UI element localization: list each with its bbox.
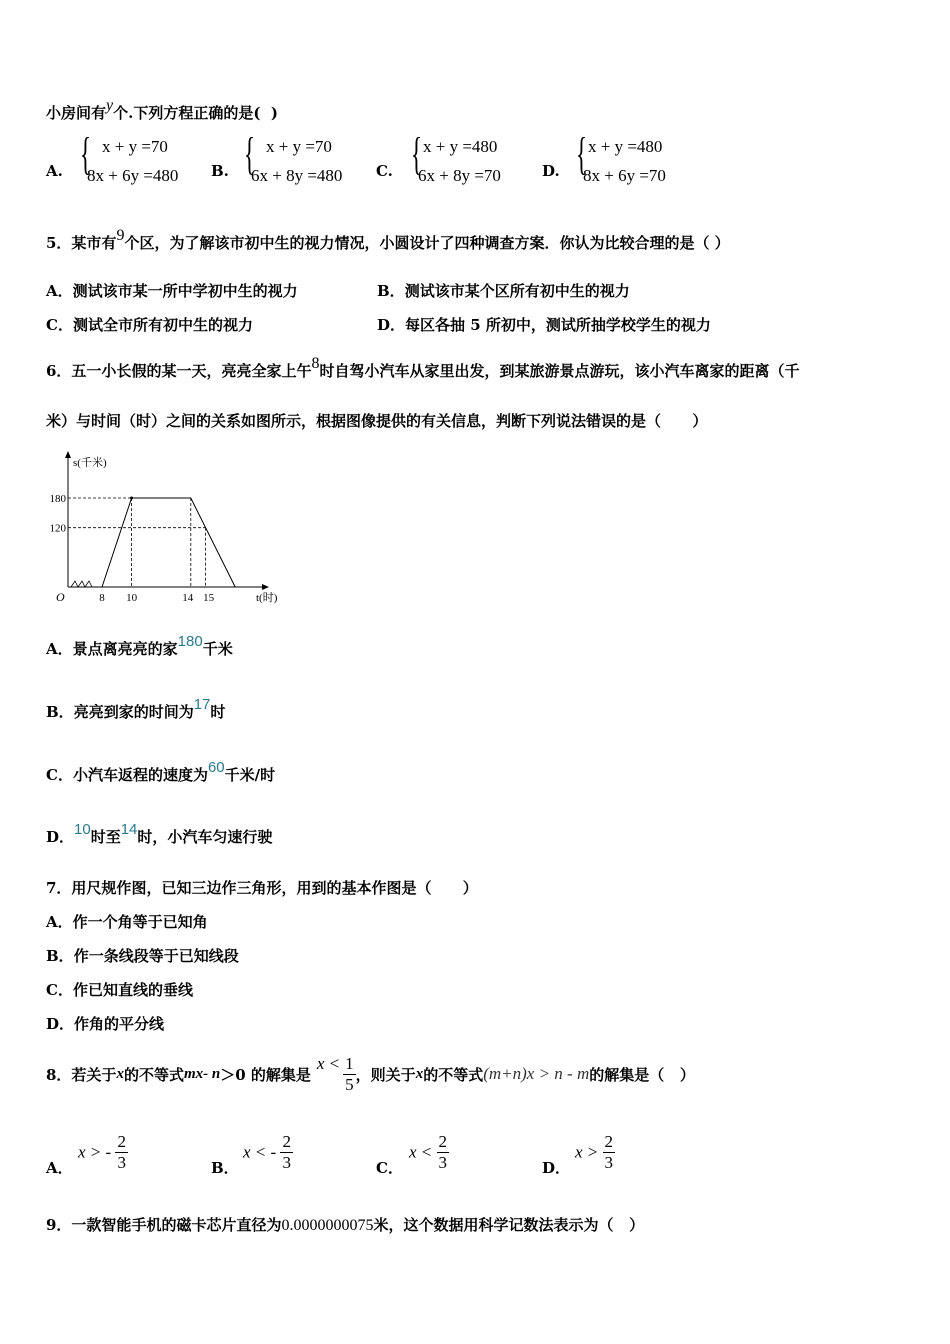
q5-num: 9 — [116, 227, 125, 244]
q9-prefix: 9．一款智能手机的磁卡芯片直径为 — [46, 1216, 282, 1234]
q5-prefix: 5．某市有 — [46, 234, 117, 252]
q5-b-label: B． — [377, 282, 405, 300]
brace-icon: { — [244, 128, 256, 179]
q6-d-num2: 14 — [120, 821, 138, 838]
x-tick-label: 15 — [203, 592, 215, 604]
q5-d-text: 每区各抽 5 所初中，测试所抽学校学生的视力 — [405, 316, 711, 334]
q4-c-eq2: 6x + 8y =70 — [418, 166, 501, 185]
q8-b-fraction — [280, 1132, 293, 1173]
q7-stem: 7．用尺规作图，已知三边作三角形，用到的基本作图是（ ） — [46, 879, 478, 897]
q9-suffix: 米，这个数据用科学记数法表示为（ ） — [373, 1216, 645, 1234]
q6-d-label: D． — [46, 828, 75, 846]
q7-option-a — [46, 911, 208, 932]
q4-d-eq2: 8x + 6y =70 — [583, 166, 666, 185]
x-tick-label: 8 — [99, 592, 105, 604]
q4-option-a-label: A. — [46, 162, 63, 180]
q8-sol-fraction — [343, 1054, 356, 1095]
series-line — [102, 498, 235, 587]
q4-option-c-label: C. — [376, 162, 393, 180]
y-tick-label: 180 — [49, 493, 66, 505]
q8-d-den: 3 — [604, 1153, 614, 1172]
q5-c-text: 测试全市所有初中生的视力 — [72, 316, 253, 334]
q6-stem-line1 — [46, 355, 800, 381]
q8-c-num: 2 — [438, 1132, 448, 1151]
q8-sol-num: 1 — [345, 1053, 354, 1073]
brace-icon: { — [80, 128, 92, 179]
q7-a-text: 作一个角等于已知角 — [72, 913, 208, 931]
q6-c-pre: 小汽车返程的速度为 — [72, 766, 208, 784]
q6-stem-line2: 米）与时间（时）之间的关系如图所示，根据图像提供的有关信息，判断下列说法错误的是（ ） — [46, 412, 708, 430]
q8-sol-den: 5 — [345, 1074, 354, 1094]
q7-d-label: D． — [46, 1015, 75, 1033]
q9-num: 0.0000000075 — [281, 1217, 374, 1234]
q6-option-d — [46, 821, 273, 847]
q8-option-d-ineq — [575, 1132, 615, 1173]
q7-option-d — [46, 1013, 164, 1034]
q8-p6: 的解集是（ ） — [589, 1065, 695, 1084]
axis-break-zigzag — [71, 581, 92, 587]
q8-p4: ，则关于 — [355, 1065, 416, 1084]
q6-l1-suffix: 时自驾小汽车从家里出发，到某旅游景点游玩，该小汽车离家的距离（千 — [319, 362, 800, 380]
q8-x1: x — [116, 1065, 124, 1082]
x-axis-label: t(时) — [256, 592, 278, 604]
q5-a-label: A． — [46, 282, 73, 300]
brace-icon: { — [411, 128, 423, 179]
intro-line — [46, 97, 278, 123]
q6-d-mid: 时至 — [90, 828, 121, 846]
y-axis-arrow — [65, 451, 71, 458]
x-tick-label: 10 — [126, 592, 138, 604]
q4-option-b-system — [244, 128, 374, 192]
q6-b-post: 时 — [210, 703, 226, 721]
q6-option-c — [46, 759, 276, 785]
q5-d-label: D． — [377, 316, 406, 334]
q8-a-num: 2 — [117, 1132, 126, 1151]
q4-b-eq2: 6x + 8y =480 — [251, 166, 343, 185]
q8-c-fraction — [437, 1132, 450, 1173]
q4-a-eq2: 8x + 6y =480 — [87, 166, 179, 185]
q4-c-eq1: x + y =480 — [423, 137, 498, 156]
q6-l1-num: 8 — [311, 355, 320, 372]
q4-b-eq1: x + y =70 — [266, 137, 332, 156]
q8-stem — [46, 1048, 695, 1100]
x-axis-arrow — [262, 584, 269, 590]
q4-a-eq1: x + y =70 — [102, 137, 168, 156]
q8-a-fraction — [115, 1132, 128, 1173]
intro-prefix: 小房间有 — [46, 104, 107, 122]
q5-suffix: 个区，为了解该市初中生的视力情况，小圆设计了四种调查方案．你认为比较合理的是（ ） — [124, 234, 730, 252]
q8-b-den: 3 — [282, 1153, 291, 1172]
intro-suffix: 个.下列方程正确的是( ) — [113, 104, 278, 122]
q8-p3: ＞0 的解集是 — [220, 1065, 311, 1084]
y-axis-label: s(千米) — [73, 457, 107, 469]
q6-d-num: 10 — [74, 821, 91, 838]
q7-option-b — [46, 945, 239, 966]
q7-option-c — [46, 979, 193, 1000]
y-tick-label: 120 — [49, 522, 66, 535]
x-tick-label: 14 — [182, 592, 194, 604]
q8-x2: x — [415, 1065, 424, 1082]
q6-b-pre: 亮亮到家的时间为 — [73, 703, 194, 721]
distance-time-chart — [40, 448, 300, 608]
q6-b-label: B． — [46, 703, 74, 721]
q6-a-post: 千米 — [202, 640, 233, 658]
q5-option-d — [377, 314, 711, 335]
q8-option-a-ineq — [78, 1132, 128, 1173]
q8-d-fraction — [603, 1132, 616, 1173]
q7-a-label: A． — [46, 913, 73, 931]
q6-a-label: A． — [46, 640, 73, 658]
q5-stem — [46, 227, 730, 253]
q8-option-a-label: A． — [46, 1159, 73, 1177]
q7-b-label: B． — [46, 947, 74, 965]
q4-d-eq1: x + y =480 — [588, 137, 663, 156]
q8-expr2: (m+n)x > n - m — [483, 1064, 590, 1083]
q8-option-c-label: C． — [376, 1159, 403, 1177]
q6-l1-prefix: 6．五一小长假的某一天，亮亮全家上午 — [46, 362, 312, 380]
q5-option-c — [46, 314, 253, 335]
q6-b-num: 17 — [193, 696, 211, 713]
origin-label: O — [56, 590, 65, 604]
q8-option-c-ineq — [409, 1132, 449, 1173]
q6-c-label: C． — [46, 766, 73, 784]
q8-c-lhs: x < — [409, 1142, 433, 1162]
q7-c-label: C． — [46, 981, 73, 999]
q8-p1: 8．若关于 — [46, 1065, 117, 1084]
q8-c-den: 3 — [438, 1153, 448, 1172]
q8-d-lhs: x > — [575, 1142, 599, 1162]
q4-option-d-label: D. — [542, 162, 560, 180]
q5-b-text: 测试该市某个区所有初中生的视力 — [404, 282, 630, 300]
q6-d-post: 时，小汽车匀速行驶 — [137, 828, 273, 846]
q8-option-d-label: D． — [542, 1159, 571, 1177]
q8-a-lhs: x > - — [78, 1142, 112, 1162]
q9-stem — [46, 1214, 644, 1235]
q4-option-b-label: B. — [211, 162, 229, 180]
q8-b-num: 2 — [282, 1132, 291, 1151]
q7-c-text: 作已知直线的垂线 — [72, 981, 193, 999]
q6-c-num: 60 — [207, 759, 225, 776]
q6-a-num: 180 — [177, 633, 203, 650]
q8-p2: 的不等式 — [123, 1065, 184, 1084]
q8-option-b-ineq — [243, 1132, 293, 1173]
q5-option-b — [377, 280, 630, 301]
q8-option-b-label: B． — [211, 1159, 239, 1177]
q4-option-c-system — [411, 128, 541, 192]
q8-p5: 的不等式 — [423, 1065, 484, 1084]
q8-expr: mx- n — [183, 1065, 221, 1082]
q5-c-label: C． — [46, 316, 73, 334]
intro-var: y — [106, 97, 114, 114]
q8-d-num: 2 — [604, 1132, 614, 1151]
q4-option-a-system — [80, 128, 210, 192]
q5-option-a — [46, 280, 298, 301]
q8-a-den: 3 — [117, 1153, 126, 1172]
q6-option-a — [46, 633, 233, 659]
q8-b-lhs: x < - — [243, 1142, 277, 1162]
q7-d-text: 作角的平分线 — [74, 1015, 165, 1033]
brace-icon: { — [576, 128, 588, 179]
q5-a-text: 测试该市某一所中学初中生的视力 — [72, 282, 298, 300]
q6-option-b — [46, 696, 226, 722]
q4-option-d-system — [576, 128, 706, 192]
q6-c-post: 千米/时 — [224, 766, 276, 784]
q6-a-pre: 景点离亮亮的家 — [72, 640, 178, 658]
q8-sol-lhs: x < — [316, 1054, 341, 1073]
q7-b-text: 作一条线段等于已知线段 — [73, 947, 239, 965]
